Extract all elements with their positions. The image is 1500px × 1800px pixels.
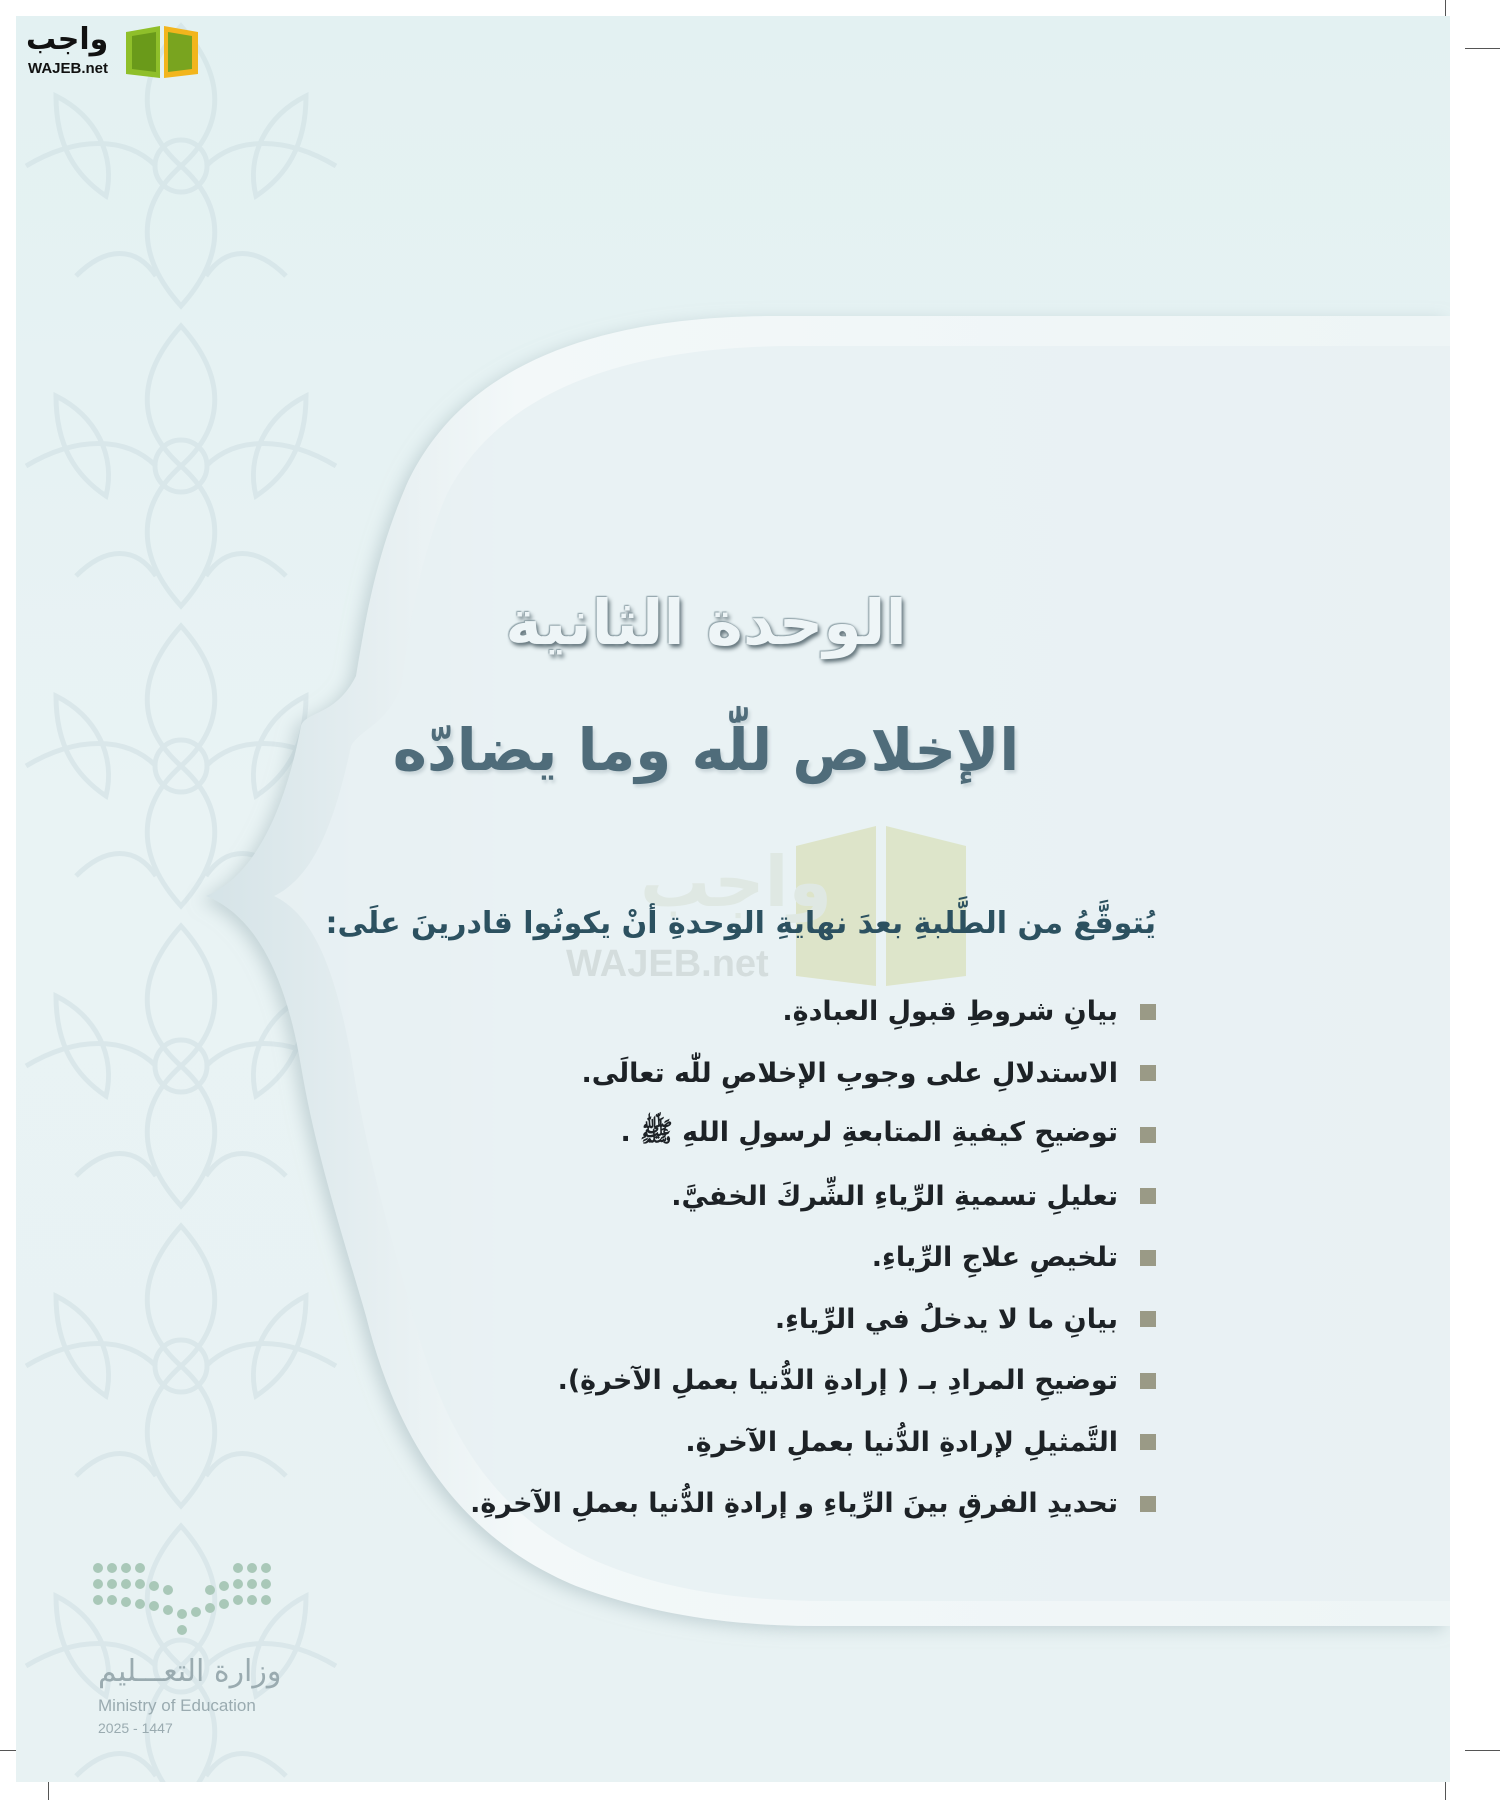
brand-name-ar: واجب (26, 22, 109, 57)
objectives-list (316, 981, 1156, 1535)
list-item (316, 981, 1156, 1043)
book-page (16, 16, 1450, 1782)
bullet-square-icon (1140, 1496, 1156, 1512)
bullet-square-icon (1140, 1188, 1156, 1204)
list-item (316, 1473, 1156, 1535)
ministry-name-ar: وزارة التعـــليم (98, 1654, 282, 1689)
objective-text: تعليلِ تسميةِ الرِّياءِ الشِّركَ الخفيَّ. (671, 1180, 1118, 1212)
objective-text: تحديدِ الفرقِ بينَ الرِّياءِ و إرادةِ الدُّنيا بعملِ الآخرةِ. (470, 1488, 1118, 1520)
bullet-square-icon (1140, 1373, 1156, 1389)
list-item (316, 1350, 1156, 1412)
objective-text: التَّمثيلِ لإرادةِ الدُّنيا بعملِ الآخرةِ. (685, 1426, 1118, 1458)
bullet-square-icon (1140, 1127, 1156, 1143)
list-item (316, 1227, 1156, 1289)
objective-text: الاستدلالِ على وجوبِ الإخلاصِ للّٰه تعالَى. (581, 1057, 1118, 1089)
ministry-dots-icon (86, 1556, 286, 1646)
bullet-square-icon (1140, 1434, 1156, 1450)
list-item (316, 1104, 1156, 1166)
bullet-square-icon (1140, 1311, 1156, 1327)
ministry-logo (86, 1556, 316, 1746)
list-item (316, 1043, 1156, 1105)
watermark-en: WAJEB.net (566, 943, 769, 985)
list-item (316, 1166, 1156, 1228)
ministry-year: 2025 - 1447 (98, 1720, 173, 1736)
bullet-square-icon (1140, 1065, 1156, 1081)
objective-text: بيانِ شروطِ قبولِ العبادةِ. (782, 996, 1118, 1028)
book-logo-icon (122, 22, 202, 82)
brand-name-en: WAJEB.net (28, 60, 109, 77)
unit-label: الوحدة الثانية (505, 586, 907, 659)
crop-mark (1465, 48, 1500, 49)
list-item (316, 1289, 1156, 1351)
ministry-name-en: Ministry of Education (98, 1696, 256, 1715)
list-item (316, 1412, 1156, 1474)
unit-title: الإخلاص للّٰه وما يضادّه (392, 716, 1020, 784)
crop-mark (1465, 1750, 1500, 1751)
bullet-square-icon (1140, 1004, 1156, 1020)
objective-text: تلخيصِ علاجِ الرِّياءِ. (871, 1242, 1118, 1274)
bullet-square-icon (1140, 1250, 1156, 1266)
objective-text: توضيحِ كيفيةِ المتابعةِ لرسولِ اللهِ ﷺ . (620, 1116, 1118, 1148)
objectives-intro: يُتوقَّعُ من الطَّلبةِ بعدَ نهايةِ الوحدةِ أنْ يكونُوا قادرينَ علَى: (325, 906, 1156, 941)
watermark-ar: واجب (639, 841, 833, 923)
objective-text: بيانِ ما لا يدخلُ في الرِّياءِ. (774, 1303, 1118, 1335)
objective-text: توضيحِ المرادِ بـ ( إرادةِ الدُّنيا بعملِ الآخرةِ). (557, 1365, 1118, 1397)
brand-logo[interactable] (26, 20, 206, 84)
